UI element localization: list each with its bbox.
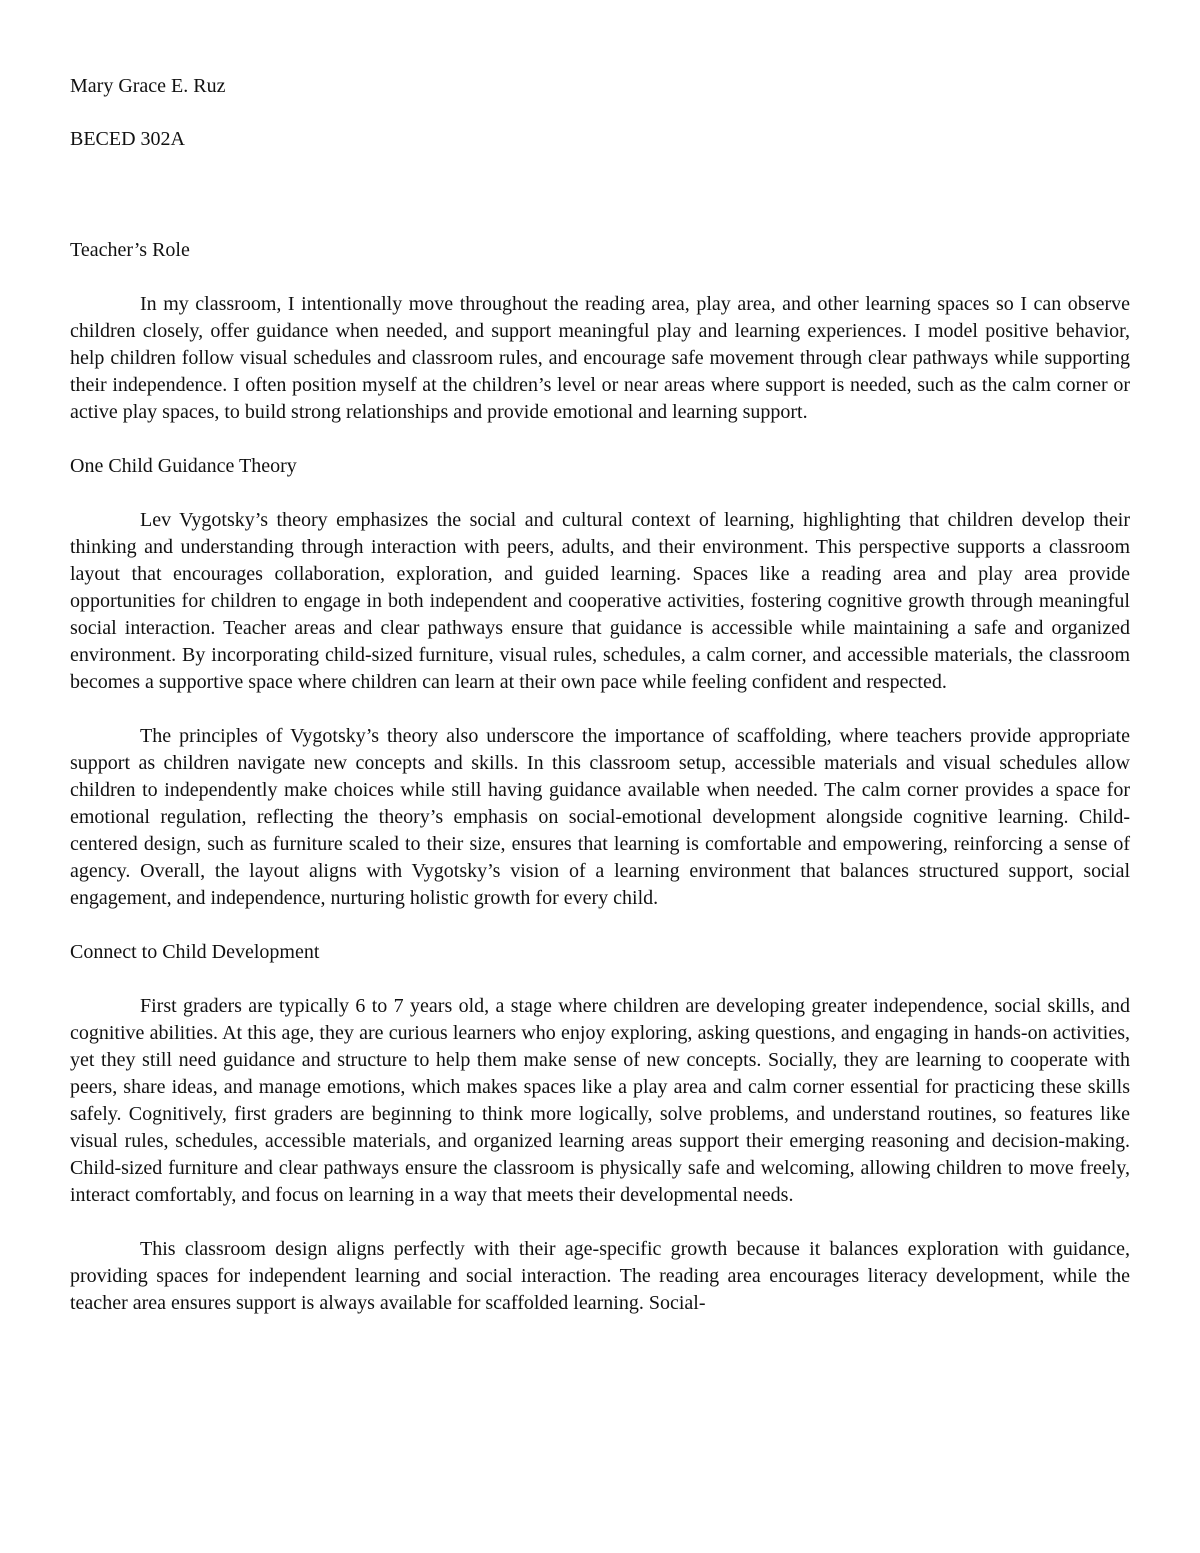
paragraph-child-development-1: First graders are typically 6 to 7 years old, a stage where children are developing greater independence, social skills, and cognitive abilities. At this age, they are curious learners who enjoy exploring, asking questions, and engaging in hands-on activities, yet they still need guidance and structure to help them make sense of new concepts. Socially, they are learning to cooperate with peers, share ideas, and manage emotions, which makes spaces like a play area and calm corner essential for practicing these skills safely. Cognitively, first graders are beginning to think more logically, solve problems, and understand routines, so features like visual rules, schedules, accessible materials, and organized learning areas support their emerging reasoning and decision-making. Child-sized furniture and clear pathways ensure the classroom is physically safe and welcoming, allowing children to move freely, interact comfortably, and focus on learning in a way that meets their developmental needs.: [70, 995, 1130, 1206]
author-name: Mary Grace E. Ruz: [70, 75, 226, 97]
paragraph-child-development-2: This classroom design aligns perfectly with their age-specific growth because it balances exploration with guidance, providing spaces for independent learning and social interaction. The reading area encourages literacy development, while the teacher area ensures support is always available for scaffolded learning. Social-: [70, 1238, 1130, 1314]
paragraph-guidance-theory-2: The principles of Vygotsky’s theory also underscore the importance of scaffolding, where teachers provide appropriate support as children navigate new concepts and skills. In this classroom setup, accessible materials and visual schedules allow children to independently make choices while still having guidance available when needed. The calm corner provides a space for emotional regulation, reflecting the theory’s emphasis on social-emotional development alongside cognitive learning. Child-centered design, such as furniture scaled to their size, ensures that learning is comfortable and empowering, reinforcing a sense of agency. Overall, the layout aligns with Vygotsky’s vision of a learning environment that balances structured support, social engagement, and independence, nurturing holistic growth for every child.: [70, 725, 1130, 909]
document-body: [70, 73, 1130, 1317]
section-heading-child-development: Connect to Child Development: [70, 941, 320, 963]
course-code: BECED 302A: [70, 128, 185, 150]
paragraph-guidance-theory-1: Lev Vygotsky’s theory emphasizes the social and cultural context of learning, highlighting that children develop their thinking and understanding through interaction with peers, adults, and their environment. This perspective supports a classroom layout that encourages collaboration, exploration, and guided learning. Spaces like a reading area and play area provide opportunities for children to engage in both independent and cooperative activities, fostering cognitive growth through meaningful social interaction. Teacher areas and clear pathways ensure that guidance is accessible while maintaining a safe and organized environment. By incorporating child-sized furniture, visual rules, schedules, a calm corner, and accessible materials, the classroom becomes a supportive space where children can learn at their own pace while feeling confident and respected.: [70, 509, 1130, 693]
paragraph-teachers-role: In my classroom, I intentionally move throughout the reading area, play area, and other learning spaces so I can observe children closely, offer guidance when needed, and support meaningful play and learning experiences. I model positive behavior, help children follow visual schedules and classroom rules, and encourage safe movement through clear pathways while supporting their independence. I often position myself at the children’s level or near areas where support is needed, such as the calm corner or active play spaces, to build strong relationships and provide emotional and learning support.: [70, 293, 1130, 423]
section-heading-teachers-role: Teacher’s Role: [70, 239, 190, 261]
section-heading-guidance-theory: One Child Guidance Theory: [70, 455, 297, 477]
